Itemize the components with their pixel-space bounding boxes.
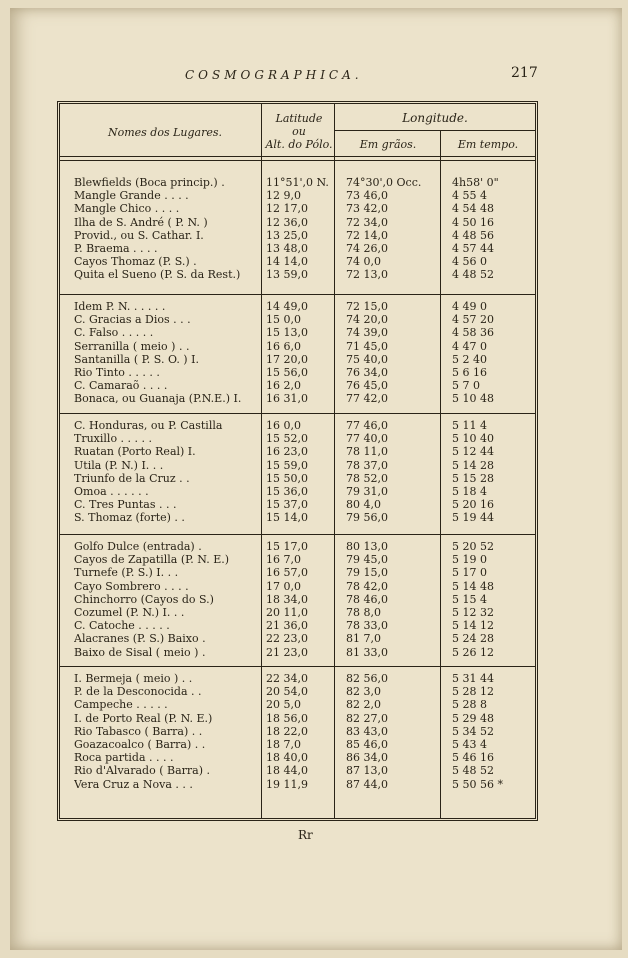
longitude-time-value: 4 48 52 <box>452 268 494 282</box>
latitude-value: 15 0,0 <box>266 313 301 327</box>
table-row <box>60 685 535 698</box>
table-row <box>60 392 535 405</box>
longitude-degrees-value: 73 42,0 <box>346 202 388 216</box>
longitude-degrees-value: 87 13,0 <box>346 764 388 778</box>
longitude-time-value: 4 54 48 <box>452 202 494 216</box>
longitude-degrees-value: 82 3,0 <box>346 685 381 699</box>
place-name: C. Honduras, ou P. Castilla <box>74 419 223 432</box>
latitude-value: 22 34,0 <box>266 672 308 685</box>
latitude-value: 20 11,0 <box>266 606 308 619</box>
longitude-degrees-value: 82 56,0 <box>346 672 388 685</box>
longitude-time-value: 5 10 48 <box>452 392 494 406</box>
latitude-value: 21 23,0 <box>266 645 308 659</box>
place-name: Triunfo de la Cruz . . <box>74 471 190 485</box>
place-name: Cayo Sombrero . . . . <box>74 579 189 593</box>
place-name: Idem P. N. . . . . . <box>74 300 166 313</box>
longitude-time-value: 4 56 0 <box>452 255 487 269</box>
latitude-value: 20 54,0 <box>266 685 308 699</box>
longitude-time-value: 5 11 4 <box>452 419 487 432</box>
table-row <box>60 242 535 255</box>
place-name: Roca partida . . . . <box>74 751 174 765</box>
latitude-value: 12 9,0 <box>266 189 301 203</box>
table-row <box>60 419 535 432</box>
place-name: Santanilla ( P. S. O. ) I. <box>74 352 199 366</box>
longitude-degrees-value: 72 13,0 <box>346 268 388 282</box>
latitude-value: 15 50,0 <box>266 471 308 485</box>
longitude-time-value: 5 10 40 <box>452 432 494 446</box>
longitude-degrees-value: 74°30',0 Occ. <box>346 176 422 189</box>
place-name: Rio d'Alvarado ( Barra) . <box>74 764 210 778</box>
header-altitude: Alt. do Pólo. <box>265 138 333 151</box>
place-name: Mangle Grande . . . . <box>74 189 189 203</box>
place-name: Vera Cruz a Nova . . . <box>74 777 193 791</box>
table-row <box>60 326 535 339</box>
place-name: Goazacoalco ( Barra) . . <box>74 738 206 751</box>
table-row <box>60 353 535 366</box>
longitude-degrees-value: 78 46,0 <box>346 592 388 606</box>
longitude-degrees-value: 83 43,0 <box>346 724 388 738</box>
signature-mark: Rr <box>298 828 313 842</box>
longitude-time-value: 5 20 52 <box>452 540 494 553</box>
latitude-value: 19 11,9 <box>266 777 308 791</box>
place-name: Ruatan (Porto Real) I. <box>74 445 196 459</box>
latitude-value: 18 34,0 <box>266 592 308 606</box>
latitude-value: 13 48,0 <box>266 242 308 255</box>
place-name: P. de la Desconocida . . <box>74 685 202 699</box>
latitude-value: 22 23,0 <box>266 632 308 646</box>
table-row <box>60 445 535 458</box>
table-row <box>60 511 535 524</box>
latitude-value: 15 13,0 <box>266 326 308 340</box>
place-name: Omoa . . . . . . <box>74 485 149 498</box>
header-latitude: Latitude <box>275 112 323 125</box>
table-row <box>60 313 535 326</box>
latitude-value: 15 52,0 <box>266 432 308 446</box>
table-row <box>60 593 535 606</box>
latitude-value: 16 2,0 <box>266 379 301 393</box>
group-divider <box>60 294 535 295</box>
place-name: P. Braema . . . . <box>74 242 158 255</box>
place-name: C. Falso . . . . . <box>74 326 154 340</box>
table-row <box>60 300 535 313</box>
longitude-time-value: 5 14 48 <box>452 579 494 593</box>
table-row <box>60 540 535 553</box>
table-row <box>60 176 535 189</box>
longitude-time-value: 5 12 44 <box>452 445 494 459</box>
table-row <box>60 340 535 353</box>
table-row <box>60 216 535 229</box>
longitude-degrees-value: 78 42,0 <box>346 579 388 593</box>
table-row <box>60 646 535 659</box>
longitude-time-value: 5 6 16 <box>452 366 487 379</box>
longitude-degrees-value: 80 4,0 <box>346 498 381 512</box>
latitude-value: 16 23,0 <box>266 445 308 459</box>
longitude-degrees-value: 74 0,0 <box>346 255 381 269</box>
longitude-time-value: 5 2 40 <box>452 352 487 366</box>
longitude-degrees-value: 75 40,0 <box>346 352 388 366</box>
place-name: C. Camaraõ . . . . <box>74 379 168 393</box>
longitude-degrees-value: 79 15,0 <box>346 566 388 580</box>
place-name: Provid., ou S. Cathar. I. <box>74 228 204 242</box>
place-name: Serranilla ( meio ) . . <box>74 339 190 353</box>
longitude-time-value: 5 48 52 <box>452 764 494 778</box>
longitude-time-value: 5 34 52 <box>452 724 494 738</box>
header-longitude: Longitude. <box>402 111 468 125</box>
table-row <box>60 229 535 242</box>
longitude-time-value: 4 55 4 <box>452 189 487 203</box>
longitude-degrees-value: 74 20,0 <box>346 313 388 327</box>
longitude-time-value: 5 26 12 <box>452 645 494 659</box>
longitude-degrees-value: 81 7,0 <box>346 632 381 646</box>
longitude-degrees-value: 82 27,0 <box>346 711 388 725</box>
longitude-degrees-value: 78 11,0 <box>346 445 388 459</box>
longitude-degrees-value: 77 42,0 <box>346 392 388 406</box>
table-row <box>60 268 535 281</box>
latitude-value: 12 36,0 <box>266 215 308 229</box>
place-name: Golfo Dulce (entrada) . <box>74 540 202 553</box>
place-name: C. Catoche . . . . . <box>74 619 170 633</box>
table-row <box>60 566 535 579</box>
place-name: Cayos Thomaz (P. S.) . <box>74 255 197 269</box>
table-row <box>60 632 535 645</box>
latitude-value: 15 59,0 <box>266 458 308 472</box>
latitude-value: 17 20,0 <box>266 352 308 366</box>
longitude-degrees-value: 79 56,0 <box>346 511 388 525</box>
latitude-value: 16 0,0 <box>266 419 301 432</box>
place-name: Alacranes (P. S.) Baixo . <box>74 632 206 646</box>
place-name: C. Tres Puntas . . . <box>74 498 177 512</box>
place-name: I. de Porto Real (P. N. E.) <box>74 711 213 725</box>
table-row <box>60 459 535 472</box>
longitude-time-value: 5 31 44 <box>452 672 494 685</box>
latitude-value: 12 17,0 <box>266 202 308 216</box>
longitude-degrees-value: 78 52,0 <box>346 471 388 485</box>
longitude-degrees-value: 73 46,0 <box>346 189 388 203</box>
latitude-value: 14 14,0 <box>266 255 308 269</box>
page-number: 217 <box>511 65 538 81</box>
place-name: Blewfields (Boca princip.) . <box>74 176 225 189</box>
longitude-degrees-value: 78 33,0 <box>346 619 388 633</box>
longitude-time-value: 5 14 12 <box>452 619 494 633</box>
table-row <box>60 606 535 619</box>
table-row <box>60 189 535 202</box>
table-row <box>60 553 535 566</box>
table-row <box>60 764 535 777</box>
place-name: S. Thomaz (forte) . . <box>74 511 185 525</box>
header-rule <box>60 160 535 161</box>
longitude-time-value: 4 49 0 <box>452 300 487 313</box>
longitude-degrees-value: 72 14,0 <box>346 228 388 242</box>
longitude-degrees-value: 86 34,0 <box>346 751 388 765</box>
longitude-degrees-value: 74 39,0 <box>346 326 388 340</box>
latitude-value: 17 0,0 <box>266 579 301 593</box>
longitude-degrees-value: 79 31,0 <box>346 485 388 498</box>
latitude-value: 20 5,0 <box>266 698 301 712</box>
header-subrule <box>335 130 535 131</box>
latitude-value: 16 6,0 <box>266 339 301 353</box>
longitude-time-value: 5 15 4 <box>452 592 487 606</box>
place-name: Turnefe (P. S.) I. . . <box>74 566 179 580</box>
header-longitude-degrees: Em grãos. <box>359 138 417 151</box>
table-row <box>60 202 535 215</box>
latitude-value: 14 49,0 <box>266 300 308 313</box>
header-longitude-time: Em tempo. <box>457 138 519 151</box>
longitude-degrees-value: 82 2,0 <box>346 698 381 712</box>
header-latitude-or: ou <box>292 125 306 138</box>
longitude-time-value: 5 12 32 <box>452 606 494 619</box>
table-row <box>60 366 535 379</box>
latitude-value: 15 36,0 <box>266 485 308 498</box>
longitude-time-value: 5 20 16 <box>452 498 494 512</box>
longitude-time-value: 5 17 0 <box>452 566 487 580</box>
longitude-time-value: 5 28 8 <box>452 698 487 712</box>
longitude-degrees-value: 77 40,0 <box>346 432 388 446</box>
latitude-value: 16 31,0 <box>266 392 308 406</box>
longitude-time-value: 5 50 56 * <box>452 777 503 791</box>
longitude-degrees-value: 76 34,0 <box>346 366 388 379</box>
longitude-time-value: 4 57 44 <box>452 242 494 255</box>
place-name: Bonaca, ou Guanaja (P.N.E.) I. <box>74 392 242 406</box>
longitude-time-value: 5 43 4 <box>452 738 487 751</box>
longitude-time-value: 5 46 16 <box>452 751 494 765</box>
place-name: Chinchorro (Cayos do S.) <box>74 592 214 606</box>
longitude-degrees-value: 81 33,0 <box>346 645 388 659</box>
longitude-time-value: 5 28 12 <box>452 685 494 699</box>
place-name: Campeche . . . . . <box>74 698 168 712</box>
longitude-degrees-value: 74 26,0 <box>346 242 388 255</box>
longitude-time-value: 4 48 56 <box>452 228 494 242</box>
table-row <box>60 712 535 725</box>
table-row <box>60 725 535 738</box>
longitude-time-value: 5 19 44 <box>452 511 494 525</box>
table-row <box>60 672 535 685</box>
longitude-degrees-value: 78 8,0 <box>346 606 381 619</box>
longitude-degrees-value: 76 45,0 <box>346 379 388 393</box>
latitude-value: 18 7,0 <box>266 738 301 751</box>
longitude-time-value: 5 7 0 <box>452 379 480 393</box>
table-row <box>60 379 535 392</box>
place-name: C. Gracias a Dios . . . <box>74 313 191 327</box>
longitude-degrees-value: 87 44,0 <box>346 777 388 791</box>
latitude-value: 18 56,0 <box>266 711 308 725</box>
latitude-value: 18 44,0 <box>266 764 308 778</box>
latitude-value: 16 7,0 <box>266 553 301 567</box>
table-row <box>60 778 535 791</box>
longitude-degrees-value: 79 45,0 <box>346 553 388 567</box>
header-names: Nomes dos Lugares. <box>107 126 223 139</box>
place-name: Quita el Sueno (P. S. da Rest.) <box>74 268 241 282</box>
place-name: Truxillo . . . . . <box>74 432 153 446</box>
longitude-time-value: 4 58 36 <box>452 326 494 340</box>
table-row <box>60 619 535 632</box>
longitude-time-value: 4 50 16 <box>452 215 494 229</box>
longitude-time-value: 4 47 0 <box>452 339 487 353</box>
place-name: Mangle Chico . . . . <box>74 202 180 216</box>
place-name: Rio Tabasco ( Barra) . . <box>74 724 203 738</box>
coordinates-table <box>57 101 538 821</box>
table-row <box>60 255 535 268</box>
table-row <box>60 498 535 511</box>
table-row <box>60 472 535 485</box>
longitude-degrees-value: 71 45,0 <box>346 339 388 353</box>
latitude-value: 18 22,0 <box>266 724 308 738</box>
longitude-time-value: 5 29 48 <box>452 711 494 725</box>
latitude-value: 13 25,0 <box>266 228 308 242</box>
longitude-time-value: 4 57 20 <box>452 313 494 327</box>
place-name: Rio Tinto . . . . . <box>74 366 160 379</box>
latitude-value: 15 56,0 <box>266 366 308 379</box>
longitude-time-value: 5 19 0 <box>452 553 487 567</box>
table-row <box>60 580 535 593</box>
longitude-degrees-value: 72 15,0 <box>346 300 388 313</box>
place-name: Cozumel (P. N.) I. . . <box>74 606 185 619</box>
place-name: Utila (P. N.) I. . . <box>74 458 164 472</box>
table-row <box>60 738 535 751</box>
group-divider <box>60 413 535 414</box>
group-divider <box>60 666 535 667</box>
latitude-value: 13 59,0 <box>266 268 308 282</box>
table-row <box>60 751 535 764</box>
place-name: Ilha de S. André ( P. N. ) <box>74 215 208 229</box>
latitude-value: 18 40,0 <box>266 751 308 765</box>
longitude-time-value: 4h58' 0" <box>452 176 499 189</box>
table-row <box>60 698 535 711</box>
place-name: I. Bermeja ( meio ) . . <box>74 672 193 685</box>
longitude-degrees-value: 72 34,0 <box>346 215 388 229</box>
book-page <box>10 8 622 950</box>
longitude-degrees-value: 78 37,0 <box>346 458 388 472</box>
place-name: Baixo de Sisal ( meio ) . <box>74 645 206 659</box>
longitude-time-value: 5 24 28 <box>452 632 494 646</box>
running-header: COSMOGRAPHICA. <box>185 68 363 82</box>
latitude-value: 15 17,0 <box>266 540 308 553</box>
table-row <box>60 485 535 498</box>
longitude-time-value: 5 18 4 <box>452 485 487 498</box>
group-divider <box>60 534 535 535</box>
longitude-degrees-value: 77 46,0 <box>346 419 388 432</box>
place-name: Cayos de Zapatilla (P. N. E.) <box>74 553 230 567</box>
longitude-time-value: 5 14 28 <box>452 458 494 472</box>
table-row <box>60 432 535 445</box>
latitude-value: 16 57,0 <box>266 566 308 580</box>
longitude-time-value: 5 15 28 <box>452 471 494 485</box>
latitude-value: 15 37,0 <box>266 498 308 512</box>
header-rule <box>60 156 535 157</box>
longitude-degrees-value: 85 46,0 <box>346 738 388 751</box>
longitude-degrees-value: 80 13,0 <box>346 540 388 553</box>
latitude-value: 21 36,0 <box>266 619 308 633</box>
latitude-value: 15 14,0 <box>266 511 308 525</box>
latitude-value: 11°51',0 N. <box>266 176 329 189</box>
